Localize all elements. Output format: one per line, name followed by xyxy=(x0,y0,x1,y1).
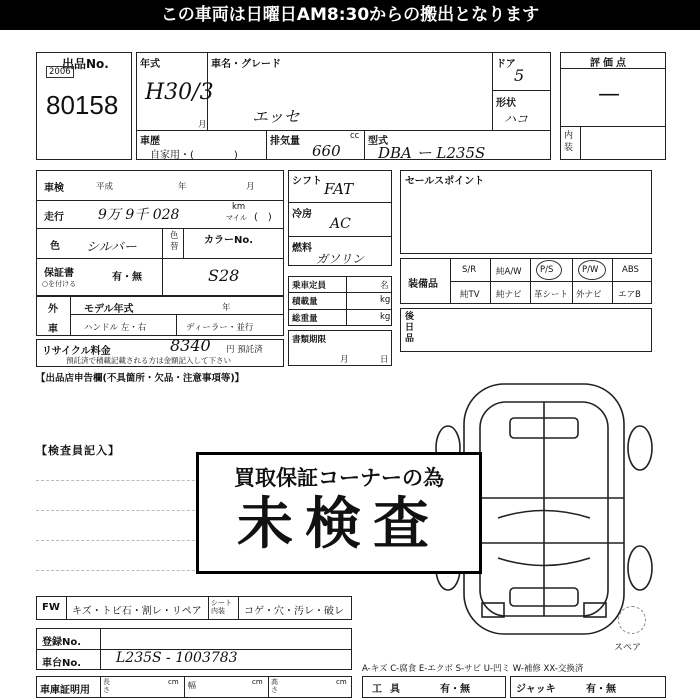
model-gai: 外 xyxy=(48,304,58,315)
pw-circle xyxy=(578,260,606,280)
hoshosho-label: 保証書 xyxy=(44,268,74,279)
recycle-unit: 円 預託済 xyxy=(226,345,263,355)
model-handle: ハンドル 左・右 xyxy=(84,323,147,333)
toroku-label: 登録No. xyxy=(42,637,82,648)
shorui-label: 書類期限 xyxy=(292,335,327,345)
kougu-value: 有・無 xyxy=(440,684,470,695)
soko-unit-km: km xyxy=(232,202,246,212)
naisou-label: 内装 xyxy=(564,131,574,153)
stamp-line2: 未検査 xyxy=(237,492,441,557)
shift-label: シフト xyxy=(292,176,322,187)
vehicle-info-box xyxy=(136,52,551,160)
iro-label: 色 xyxy=(50,241,60,252)
shako-taka: 高さ xyxy=(271,678,278,694)
sojuryo-label: 総重量 xyxy=(292,314,318,324)
haikiryo-value: 660 xyxy=(312,142,341,160)
iro-value: シルバー xyxy=(86,240,137,255)
model-dealer: ディーラー・並行 xyxy=(186,323,254,333)
nenshiki-label: 年式 xyxy=(140,59,160,70)
soko-paren: ( ) xyxy=(254,212,272,223)
shift-value: FAT xyxy=(324,180,354,198)
equip-ext-navi: 外ナビ xyxy=(576,290,602,300)
haikiryo-label: 排気量 xyxy=(270,136,300,147)
shuppin-label: 【出品店申告欄(不具箇所・欠品・注意事項等)】 xyxy=(36,373,245,384)
equipment-label: 装備品 xyxy=(408,279,438,290)
door-value: 5 xyxy=(514,66,525,85)
shaken-tsuki: 月 xyxy=(246,182,255,192)
model-nen: 年 xyxy=(222,303,231,313)
shako-label: 車庫証明用 xyxy=(40,685,90,696)
nenryo-value: ガソリン xyxy=(316,252,365,266)
sekisai-label: 積載量 xyxy=(292,297,318,307)
teiin-label: 乗車定員 xyxy=(292,281,327,291)
keijo-value: ハコ xyxy=(504,112,529,126)
keijo-label: 形状 xyxy=(496,98,516,109)
door-label: ドア xyxy=(496,59,516,70)
soko-value: 9万 9千 028 xyxy=(98,207,180,223)
shako-haba: 幅 xyxy=(188,681,196,690)
kouhi-label: 後日品 xyxy=(405,312,415,344)
sekisai-unit: kg xyxy=(380,295,391,305)
shaken-era: 平成 xyxy=(96,182,114,192)
nenryo-label: 燃料 xyxy=(292,243,312,254)
equip-abs: ABS xyxy=(622,265,639,275)
katashiki-label: 型式 xyxy=(368,136,388,147)
equip-navi: 純ナビ xyxy=(496,290,522,300)
reibo-value: AC xyxy=(330,216,351,232)
shako-cm-1: cm xyxy=(168,678,179,686)
color-no-value: S28 xyxy=(208,266,240,285)
shorui-hi: 日 xyxy=(380,355,389,365)
recycle-label: リサイクル料金 xyxy=(42,346,111,357)
recycle-note: 預託済で積載記載される方は金額記入して下さい xyxy=(66,356,231,365)
equip-pw: P/W xyxy=(582,265,599,275)
sojuryo-unit: kg xyxy=(380,312,391,322)
equip-leather: 革シート xyxy=(534,290,569,300)
kensain-label: 【検査員記入】 xyxy=(36,444,120,457)
hyoka-value: — xyxy=(598,82,620,107)
model-sha: 車 xyxy=(48,324,58,335)
hyoka-label: 評価点 xyxy=(590,58,629,69)
shareki-value: 自家用・( ) xyxy=(150,150,238,161)
iro-kae: 色替 xyxy=(170,231,179,252)
haikiryo-unit: cc xyxy=(350,131,360,141)
lot-number: 80158 xyxy=(46,90,119,120)
kouhi-box xyxy=(400,308,652,352)
fw-label: FW xyxy=(42,602,60,613)
nenshiki-value: H30/3 xyxy=(145,80,214,105)
hoshosho-sub: ○を付ける xyxy=(42,280,77,288)
shaken-nen: 年 xyxy=(178,182,187,192)
hoshosho-value: 有・無 xyxy=(112,272,142,283)
jack-value: 有・無 xyxy=(586,684,616,695)
ps-circle xyxy=(536,260,562,280)
kougu-label: 工具 xyxy=(372,684,408,695)
shako-naga: 長さ xyxy=(103,678,110,694)
fw-value: キズ・トビ石・割レ・リペア xyxy=(72,606,202,617)
seat-label: シート内装 xyxy=(211,599,232,615)
model-label: モデル年式 xyxy=(84,304,134,315)
spare-tire-icon xyxy=(618,606,646,634)
equip-aw: 純A/W xyxy=(496,267,522,277)
katashiki-value: DBA ー L235S xyxy=(378,144,486,162)
stamp-line1: 買取保証コーナーの為 xyxy=(234,466,444,490)
shako-cm-3: cm xyxy=(336,678,347,686)
equip-airbag: エアB xyxy=(618,290,641,300)
soko-label: 走行 xyxy=(44,212,64,223)
teiin-unit: 名 xyxy=(380,281,389,291)
shako-cm-2: cm xyxy=(252,678,263,686)
shorui-tsuki: 月 xyxy=(340,355,349,365)
equip-tv: 純TV xyxy=(460,290,480,300)
jack-label: ジャッキ xyxy=(516,684,556,695)
equip-ps: P/S xyxy=(540,265,554,275)
shamei-value: エッセ xyxy=(252,107,300,126)
nenshiki-tsuki: 月 xyxy=(198,120,207,130)
lot-label: 出品No. xyxy=(62,57,109,71)
lot-year: 2006 xyxy=(46,66,74,78)
banner: この車両は日曜日AM8:30からの搬出となります xyxy=(0,0,700,30)
shaken-label: 車検 xyxy=(44,183,64,194)
shamei-label: 車名・グレード xyxy=(211,59,281,70)
reibo-label: 冷房 xyxy=(292,209,312,220)
recycle-value: 8340 xyxy=(170,336,211,355)
color-no-label: カラーNo. xyxy=(204,235,254,246)
shadai-label: 車台No. xyxy=(42,658,82,669)
sales-point-label: セールスポイント xyxy=(405,176,485,187)
equip-sr: S/R xyxy=(462,265,477,275)
spare-label: スペア xyxy=(614,643,642,653)
seat-value: コゲ・穴・汚レ・破レ xyxy=(244,606,344,617)
shadai-value: L235S - 1003783 xyxy=(116,650,238,666)
legend: A-キズ C-腐食 E-エクボ S-サビ U-凹ミ W-補修 XX-交換済 xyxy=(362,664,584,674)
shareki-label: 車歴 xyxy=(140,136,160,147)
soko-unit-mile: マイル xyxy=(226,214,247,222)
